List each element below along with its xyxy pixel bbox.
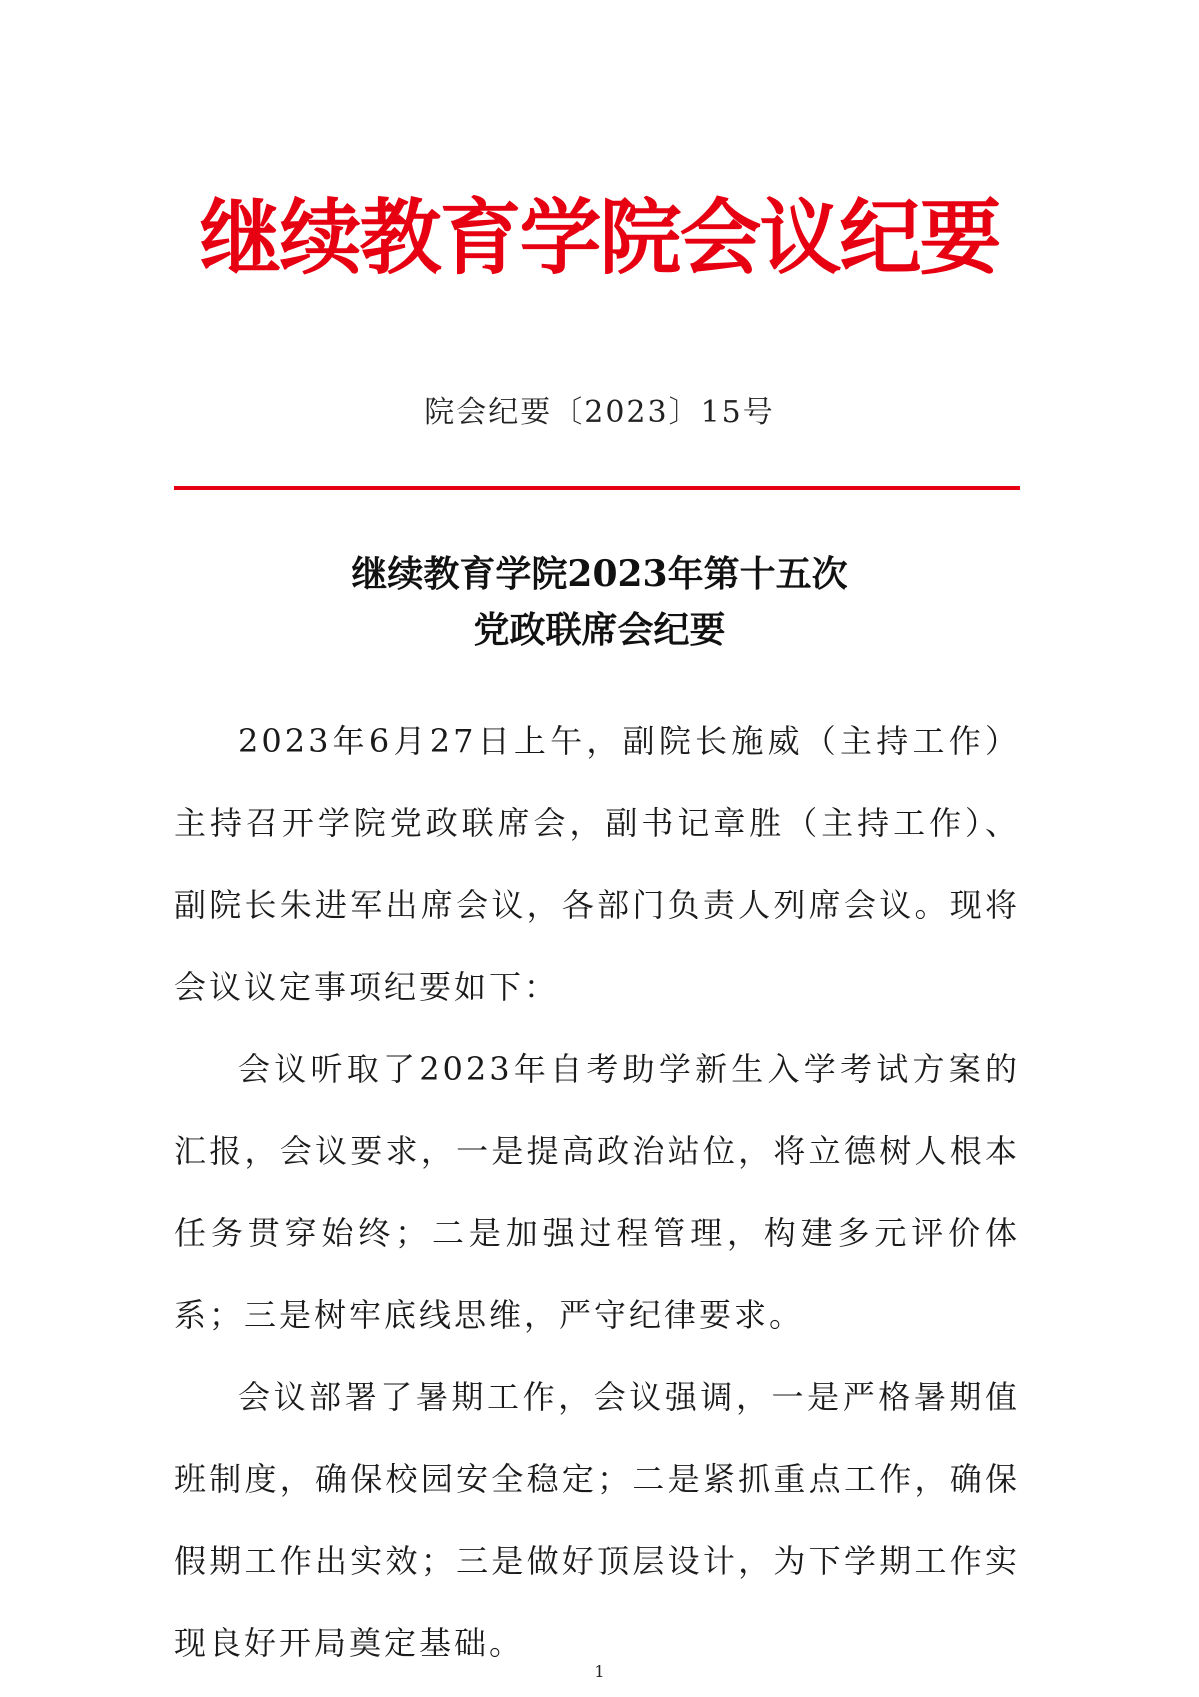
document-header-title: 继续教育学院会议纪要 xyxy=(199,191,1000,286)
meeting-minutes-body xyxy=(174,700,1020,1684)
paragraph-exam-plan: 会议听取了2023年自考助学新生入学考试方案的汇报，会议要求，一是提高政治站位，将立德树人根本任务贯穿始终；二是加强过程管理，构建多元评价体系；三是树牢底线思维，严守纪律要求。 xyxy=(174,1050,1020,1334)
paragraph-summer-work: 会议部署了暑期工作，会议强调，一是严格暑期值班制度，确保校园安全稳定；二是紧抓重点工作，确保假期工作出实效；三是做好顶层设计，为下学期工作实现良好开局奠定基础。 xyxy=(174,1378,1020,1662)
paragraph-opening: 2023年6月27日上午，副院长施威（主持工作）主持召开学院党政联席会，副书记章胜（主持工作）、副院长朱进军出席会议，各部门负责人列席会议。现将会议议定事项纪要如下： xyxy=(174,722,1020,1006)
meeting-title-line-1: 继续教育学院2023年第十五次 xyxy=(351,553,848,595)
meeting-title xyxy=(0,546,1199,658)
meeting-title-line-2: 党政联席会纪要 xyxy=(473,609,726,651)
red-divider-line xyxy=(174,486,1020,490)
document-number: 院会纪要〔2023〕15号 xyxy=(424,395,775,430)
page-number: 1 xyxy=(594,1662,605,1681)
